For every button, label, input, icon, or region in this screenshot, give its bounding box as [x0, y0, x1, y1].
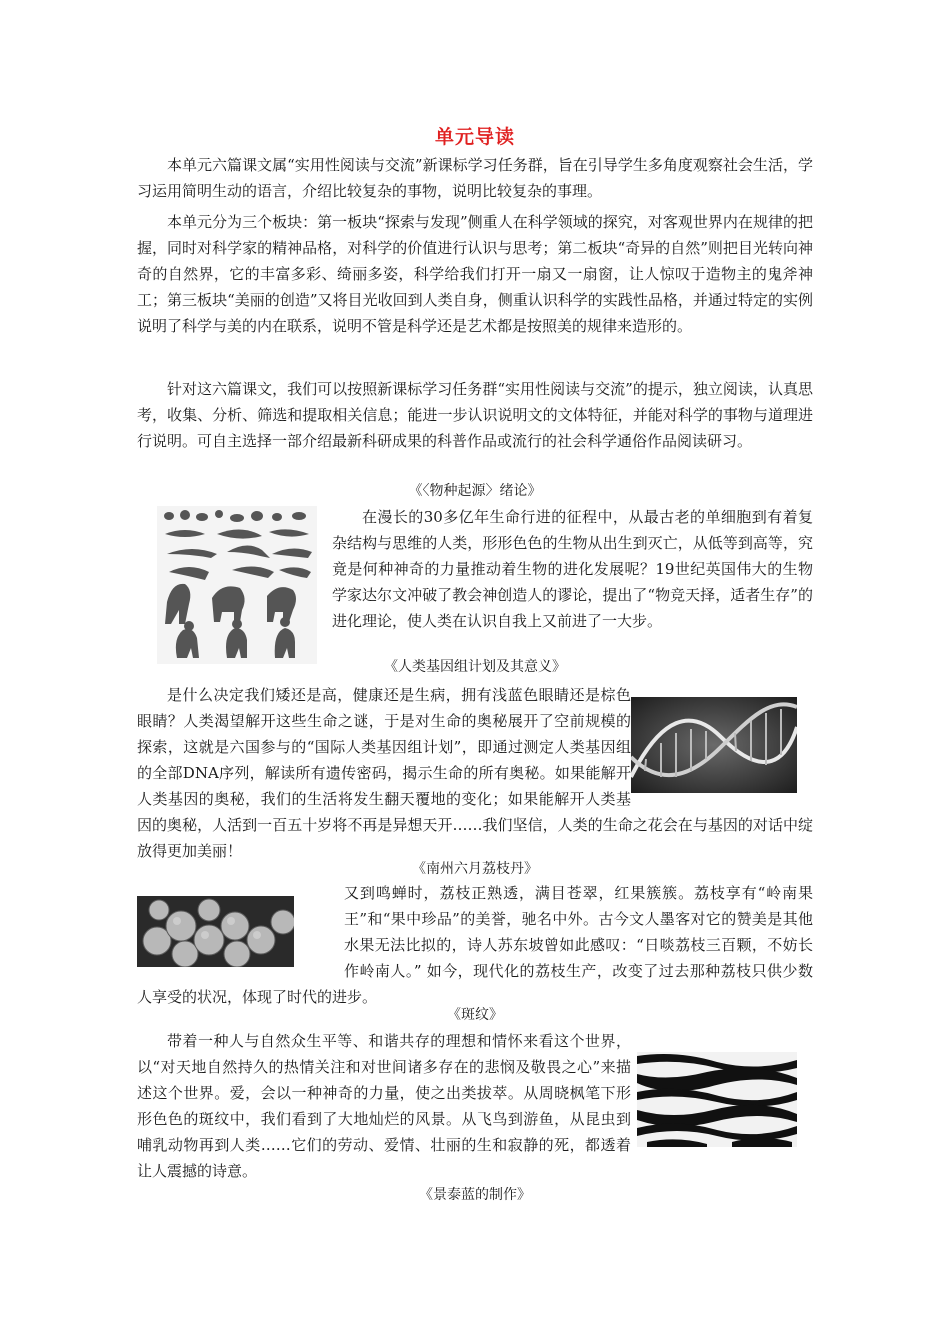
section-text-human-genome	[137, 682, 813, 864]
intro-paragraph-1: 本单元六篇课文属“实用性阅读与交流”新课标学习任务群，旨在引导学生多角度观察社会生活，学习运用简明生动的语言，介绍比较复杂的事物，说明比较复杂的事理。	[137, 156, 813, 200]
image-float-spacer	[631, 1054, 813, 1175]
section-title-human-genome: 《人类基因组计划及其意义》	[384, 659, 566, 675]
image-float-spacer	[137, 880, 344, 978]
evolution-illustration-image	[157, 506, 317, 664]
section-title-cloisonne: 《景泰蓝的制作》	[419, 1187, 531, 1203]
intro-paragraph-2: 本单元分为三个板块：第一板块“探索与发现”侧重人在科学领域的探究，对客观世界内在规律的把握，同时对科学家的精神品格，对科学的价值进行认识与思考；第二板块“奇异的自然”则把目光转向神奇的自然界，它的丰富多彩、绮丽多姿，科学给我们打开一扇又一扇窗，让人惊叹于造物主的鬼斧神工；第三板块“美丽的创造”又将目光收回到人类自身，侧重认识科学的实践性品格，并通过特定的实例说明了科学与美的内在联系，说明不管是科学还是艺术都是按照美的规律来造形的。	[137, 213, 813, 335]
section-text-stripes-content: 带着一种人与自然众生平等、和谐共存的理想和情怀来看这个世界，以“对天地自然持久的热情关注和对世间诸多存在的悲悯及敬畏之心”来描述这个世界。爱，会以一种神奇的力量，使之出类拔萃。从周晓枫笔下形形色色的斑纹中，我们看到了大地灿烂的风景。从飞鸟到游鱼，从昆虫到哺乳动物再到人类……它们的劳动、爱情、壮丽的生和寂静的死，都透着让人震撼的诗意。	[137, 1032, 631, 1180]
page-title: 单元导读	[434, 126, 515, 148]
section-text-human-genome-content: 是什么决定我们矮还是高，健康还是生病，拥有浅蓝色眼睛还是棕色眼睛？人类渴望解开这些生命之谜，于是对生命的奥秘展开了空前规模的探索，这就是六国参与的“国际人类基因组计划”，即通过测定人类基因组的全部DNA序列，解读所有遗传密码，揭示生命的所有奥秘。如果能解开人类基因的奥秘，我们的生活将发生翻天覆地的变化；如果能解开人类基因的奥秘，人活到一百五十岁将不再是异想天开……我们坚信，人类的生命之花会在与基因的对话中绽放得更加美丽！	[137, 686, 813, 860]
section-text-stripes	[137, 1028, 813, 1184]
section-text-lychee-content: 又到鸣蝉时，荔枝正熟透，满目苍翠，红果簇簇。荔枝享有“岭南果王”和“果中珍品”的美誉，驰名中外。古今文人墨客对它的赞美是其他水果无法比拟的，诗人苏东坡曾如此感叹：“日啖荔枝三百颗，不妨长作岭南人。” 如今，现代化的荔枝生产，改变了过去那种荔枝只供少数人享受的状况，体现了时代的进步。	[137, 884, 813, 1006]
section-title-stripes: 《斑纹》	[447, 1007, 503, 1023]
section-title-origin-of-species: 《〈物种起源〉绪论》	[408, 483, 542, 499]
image-float-spacer	[631, 682, 813, 794]
section-text-lychee	[137, 880, 813, 1010]
section-text-origin-of-species: 在漫长的30多亿年生命行进的征程中，从最古老的单细胞到有着复杂结构与思维的人类，形形色色的生物从出生到灭亡，从低等到高等，究竟是何种神奇的力量推动着生物的进化发展呢？19世纪英国伟大的生物学家达尔文冲破了教会神创造人的谬论，提出了“物竞天择，适者生存”的进化理论，使人类在认识自我上又前进了一大步。	[332, 508, 813, 630]
intro-paragraph-3: 针对这六篇课文，我们可以按照新课标学习任务群“实用性阅读与交流”的提示，独立阅读，认真思考，收集、分析、筛选和提取相关信息；能进一步认识说明文的文体特征，并能对科学的事物与道理进行说明。可自主选择一部介绍最新科研成果的科普作品或流行的社会科学通俗作品阅读研习。	[137, 380, 813, 450]
section-title-lychee: 《南州六月荔枝丹》	[412, 861, 538, 877]
